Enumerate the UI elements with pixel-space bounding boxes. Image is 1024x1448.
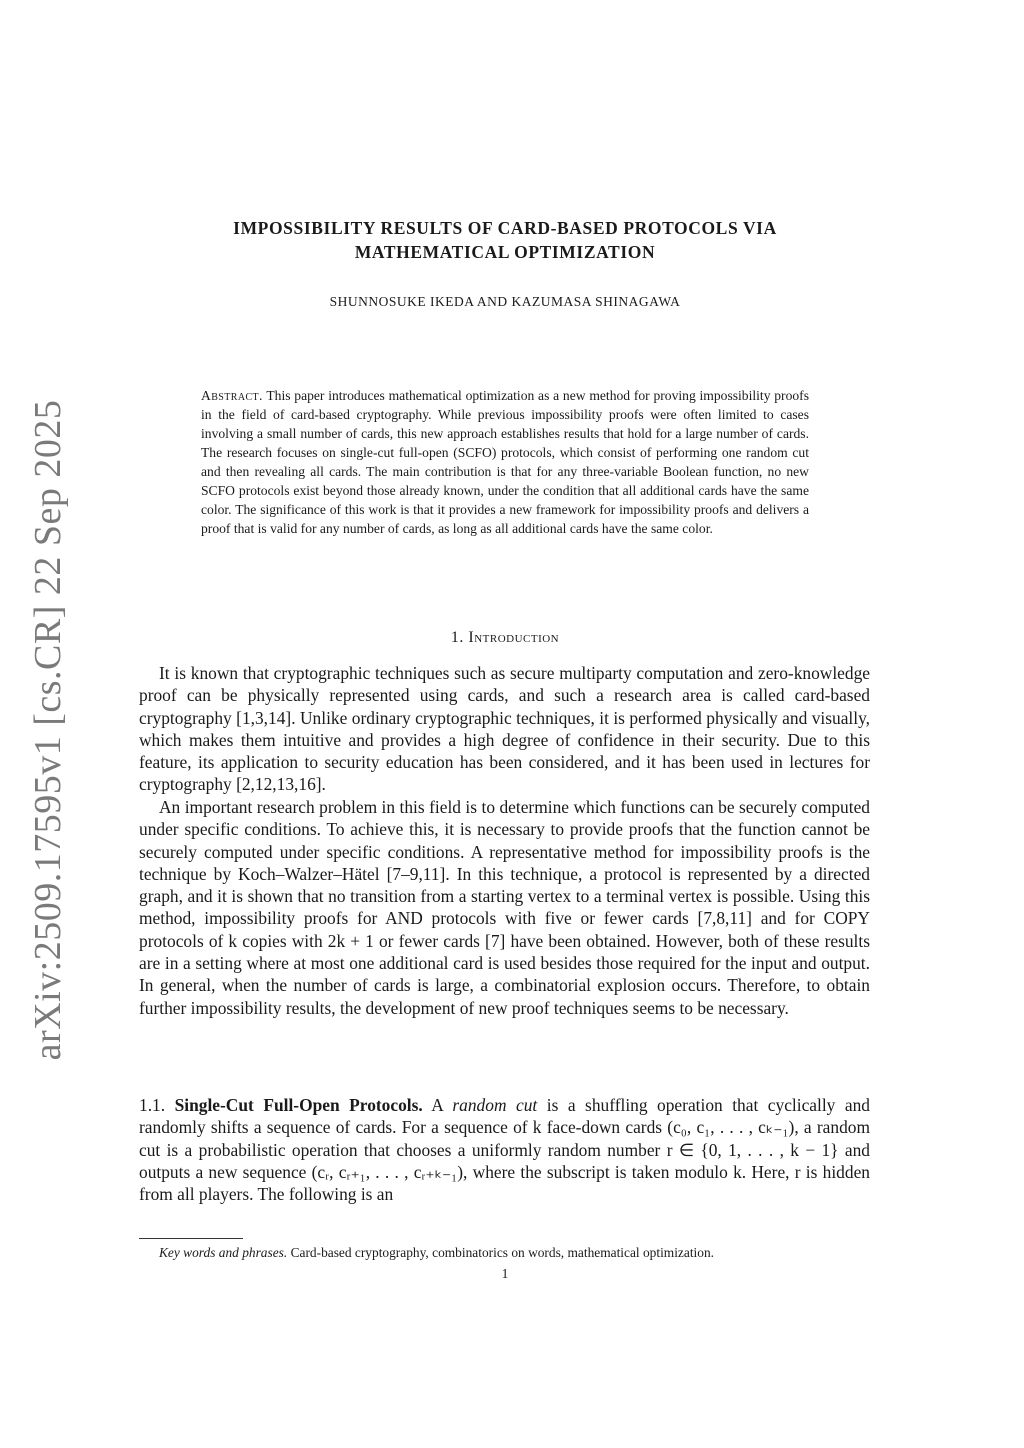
authors: SHUNNOSUKE IKEDA AND KAZUMASA SHINAGAWA <box>329 294 681 309</box>
section-number: 1. <box>450 629 464 646</box>
subsection-paragraph <box>139 1094 870 1205</box>
arxiv-id: arXiv:2509.17595v1 [cs.CR] 22 Sep 2025 <box>27 399 69 1061</box>
section-heading <box>140 629 870 647</box>
abstract-text: This paper introduces mathematical optimization as a new method for proving impossibility proofs in the field of card-based cryptography. While previous impossibility proofs were often limited to cases involving a small number of cards, this new approach establishes results that hold for a large number of cards. The research focuses on single-cut full-open (SCFO) protocols, which consist of performing one random cut and then revealing all cards. The main contribution is that for any three-variable Boolean function, no new SCFO protocols exist beyond those already known, under the condition that all additional cards have the same color. The significance of this work is that it provides a new framework for impossibility proofs and delivers a proof that is valid for any number of cards, as long as all additional cards have the same color. <box>201 388 809 536</box>
subsection-text-lead: A <box>431 1095 443 1115</box>
section-title: Introduction <box>468 629 560 646</box>
title-line-2: MATHEMATICAL OPTIMIZATION <box>354 242 656 262</box>
defined-term: random cut <box>452 1095 538 1115</box>
footnote <box>139 1244 870 1262</box>
paragraph-text: It is known that cryptographic techniques such as secure multiparty computation and zero-knowledge proof can be physically represented using cards, and such a research area is called card-based cryptography [1,3,14]. Unlike ordinary cryptographic techniques, it is performed physically and visually, which makes them intuitive and provides a high degree of confidence in their security. Due to this feature, its application to security education has been considered, and it has been used in lectures for cryptography [2,12,13,16]. <box>139 663 870 795</box>
page-number: 1 <box>501 1266 509 1281</box>
abstract-label: Abstract. <box>201 388 263 403</box>
paragraph-text: An important research problem in this field is to determine which functions can be securely computed under specific conditions. To achieve this, it is necessary to provide proofs that the function cannot be securely computed under specific conditions. A representative method for impossibility proofs is the technique by Koch–Walzer–Hätel [7–9,11]. In this technique, a protocol is represented by a directed graph, and it is shown that no transition from a starting vertex to a terminal vertex is possible. Using this method, impossibility proofs for AND protocols with five or fewer cards [7,8,11] and for COPY protocols of k copies with 2k + 1 or fewer cards [7] have been obtained. However, both of these results are in a setting where at most one additional card is used besides those required for the input and output. In general, when the number of cards is large, a combinatorial explosion occurs. Therefore, to obtain further impossibility results, the development of new proof techniques seems to be necessary. <box>139 797 870 1018</box>
abstract <box>201 386 809 538</box>
subsection-title: Single-Cut Full-Open Protocols. <box>174 1095 423 1115</box>
footnote-text: Card-based cryptography, combinatorics on words, mathematical optimization. <box>290 1245 714 1260</box>
subsection-text-body: is a shuffling operation that cyclically and randomly shifts a sequence of cards. For a sequence of k face-down cards (c₀, c₁, . . . , cₖ₋₁), a random cut is a probabilistic operation that chooses a uniformly random number r ∈ {0, 1, . . . , k − 1} and outputs a new sequence (cᵣ, cᵣ₊₁, . . . , cᵣ₊ₖ₋₁), where the subscript is taken modulo k. Here, r is hidden from all players. The following is an <box>139 1095 870 1205</box>
paper-title <box>140 216 870 264</box>
title-line-1: IMPOSSIBILITY RESULTS OF CARD-BASED PROTOCOLS VIA <box>233 218 777 238</box>
intro-paragraph-2 <box>139 796 870 1019</box>
footnote-label: Key words and phrases. <box>159 1245 288 1260</box>
arxiv-stamp <box>18 399 78 1061</box>
footnote-rule <box>139 1238 243 1239</box>
intro-paragraph-1 <box>139 662 870 796</box>
subsection-number: 1.1. <box>139 1095 166 1115</box>
